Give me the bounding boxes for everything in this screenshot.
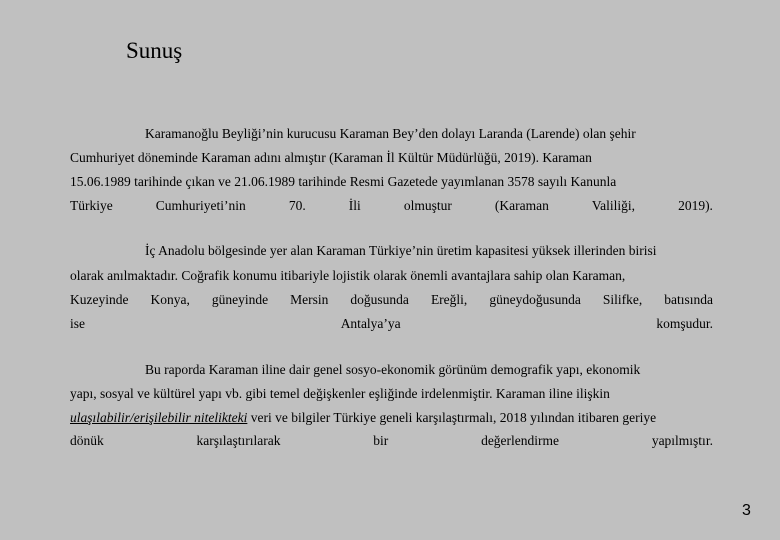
paragraph-2-line-2: olarak anılmaktadır. Coğrafik konumu itibariyle lojistik olarak önemli avantajlara sahip olan Karaman,	[70, 268, 626, 283]
paragraph-2-line-3	[70, 291, 713, 309]
word: Ereğli,	[430, 292, 468, 307]
paragraph-3-line-1: Bu raporda Karaman iline dair genel sosyo-ekonomik görünüm demografik yapı, ekonomik	[145, 362, 641, 377]
word: Antalya’ya	[340, 316, 401, 331]
paragraph-1-line-4	[70, 197, 713, 215]
word: yapılmıştır.	[651, 433, 713, 448]
paragraph-3-line-4	[70, 432, 713, 450]
word: Kuzeyinde	[70, 292, 129, 307]
paragraph-1-line-2: Cumhuriyet döneminde Karaman adını almıştır (Karaman İl Kültür Müdürlüğü, 2019). Karaman	[70, 150, 592, 165]
word: doğusunda	[350, 292, 409, 307]
word: ise	[70, 316, 85, 331]
word: 2019).	[678, 198, 713, 213]
word: komşudur.	[656, 316, 713, 331]
paragraph-1-line-1: Karamanoğlu Beyliği’nin kurucusu Karaman Bey’den dolayı Laranda (Larende) olan şehir	[145, 126, 636, 141]
word: bir	[373, 433, 389, 448]
word: Türkiye	[70, 198, 113, 213]
word: güneyinde	[211, 292, 269, 307]
word: karşılaştırılarak	[196, 433, 281, 448]
word: Cumhuriyeti’nin	[155, 198, 246, 213]
paragraph-2-line-4	[70, 315, 713, 333]
word: İli	[348, 198, 361, 213]
word: batısında	[664, 292, 713, 307]
page-number: 3	[742, 502, 751, 519]
word: Valiliği,	[591, 198, 636, 213]
word: dönük	[70, 433, 104, 448]
paragraph-3-line-2: yapı, sosyal ve kültürel yapı vb. gibi temel değişkenler eşliğinde irdelenmiştir. Karaman iline ilişkin	[70, 386, 610, 401]
word: Silifke,	[602, 292, 643, 307]
word: değerlendirme	[481, 433, 560, 448]
word: olmuştur	[403, 198, 452, 213]
emphasized-phrase: ulaşılabilir/erişilebilir nitelikteki	[70, 410, 248, 425]
line-text: veri ve bilgiler Türkiye geneli karşılaştırmalı, 2018 yılından itibaren geriye	[247, 410, 657, 425]
paragraph-2-line-1: İç Anadolu bölgesinde yer alan Karaman Türkiye’nin üretim kapasitesi yüksek illerinden birisi	[145, 243, 657, 258]
paragraph-3-line-3	[70, 409, 713, 427]
word: güneydoğusunda	[489, 292, 581, 307]
page-title: Sunuş	[126, 38, 183, 63]
word: 70.	[288, 198, 306, 213]
word: (Karaman	[494, 198, 549, 213]
word: Mersin	[290, 292, 329, 307]
paragraph-1-line-3: 15.06.1989 tarihinde çıkan ve 21.06.1989 tarihinde Resmi Gazetede yayımlanan 3578 sayılı Kanunla	[70, 174, 617, 189]
word: Konya,	[150, 292, 190, 307]
